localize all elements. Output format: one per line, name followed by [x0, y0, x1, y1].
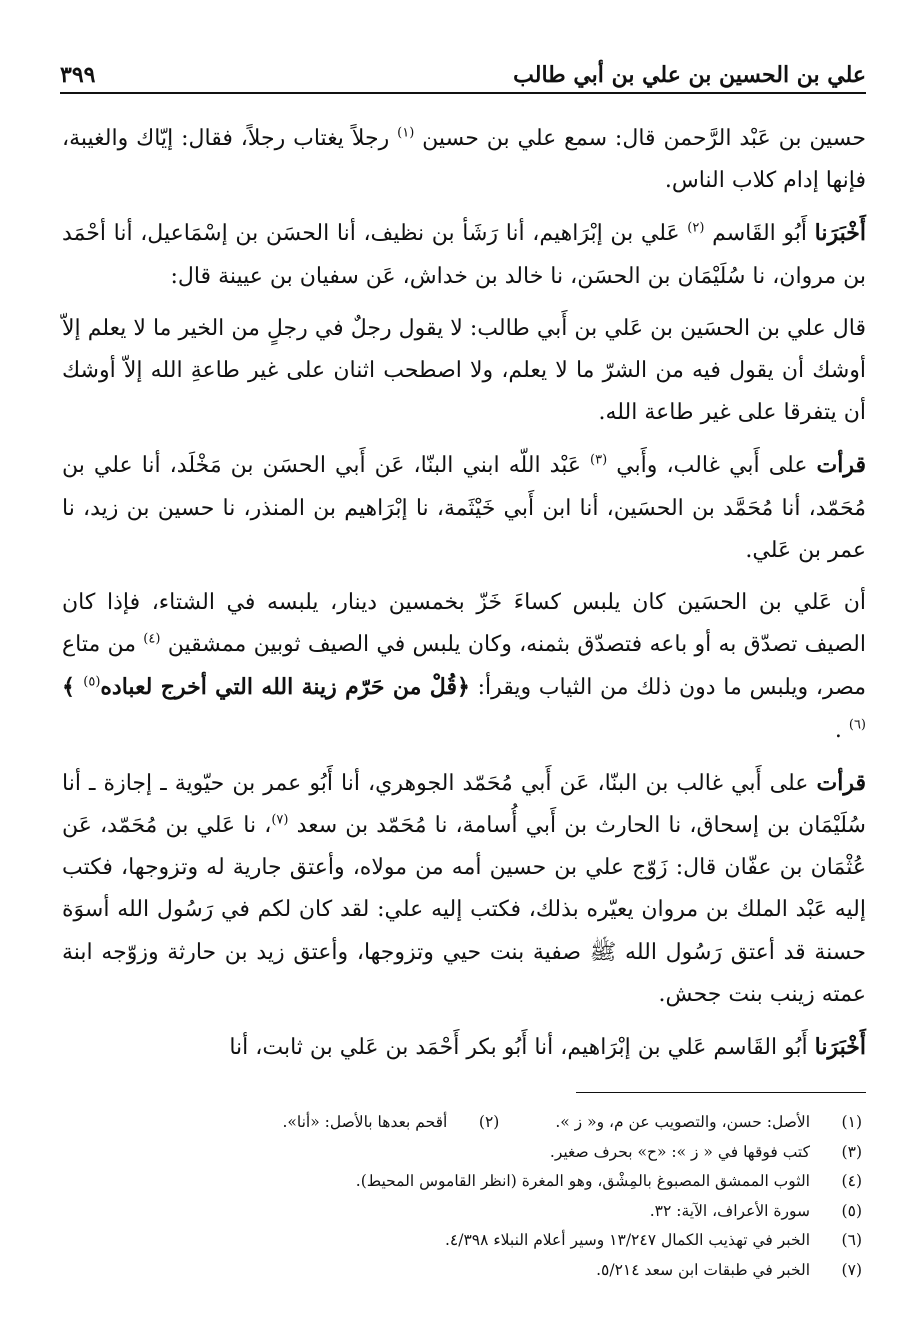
- footnote-text: سورة الأعراف، الآية: ٣٢.: [649, 1201, 810, 1220]
- footnote-row: [62, 1197, 862, 1227]
- paragraph-text: .: [834, 717, 849, 743]
- page-header: [60, 52, 866, 94]
- footnote-row: [62, 1108, 862, 1138]
- footnote-row: [62, 1226, 862, 1256]
- footnote-marker: (٢): [687, 221, 705, 237]
- footnote-text: أقحم بعدها بالأصل: «أنا».: [282, 1113, 448, 1131]
- paragraph-lead-word: أَخْبَرَنا: [814, 220, 866, 247]
- paragraph-text: عَلي بن إبْرَاهيم، أنا رَشَأ بن نظيف، أنا الحسَن بن إسْمَاعيل، أنا أحْمَد بن مروان، نا سُلَيْمَان بن الحسَن، نا خالد بن خداش، عَن سفيان بن عيينة قال:: [62, 221, 866, 289]
- quran-quote: ﴾: [62, 674, 84, 701]
- paragraph-text: رجلاً يغتاب رجلاً، فقال: إيّاك والغيبة، فإنها إدام كلاب الناس.: [62, 126, 866, 194]
- footnote-number: (٤): [841, 1172, 862, 1190]
- page-number: ٣٩٩: [60, 62, 96, 88]
- footnote-marker: (٣): [590, 453, 608, 469]
- paragraph: [62, 762, 866, 1016]
- footnote-row: [62, 1138, 862, 1168]
- paragraph: [62, 1026, 866, 1069]
- footnote-row: [62, 1256, 862, 1286]
- footnote-number: (٣): [841, 1142, 862, 1161]
- footnote-marker: (١): [397, 125, 415, 141]
- paragraph-text: أَبُو القَاسم عَلي بن إبْرَاهيم، أنا أَبُو بكر أَحْمَد بن عَلي بن ثابت، أنا: [229, 1035, 815, 1061]
- footnote-marker: (٥): [83, 675, 101, 691]
- footnotes: [62, 1108, 862, 1285]
- paragraph-lead-word: أَخْبَرَنا: [814, 1034, 866, 1061]
- paragraph: [62, 308, 866, 435]
- paragraph-text: على أَبي غالب، وأَبي: [607, 453, 817, 479]
- footnote-text: الخبر في تهذيب الكمال ١٣/٢٤٧ وسير أعلام النبلاء ٤/٣٩٨.: [444, 1231, 810, 1249]
- footnote-number: (٢): [478, 1113, 500, 1131]
- paragraph-text: أن عَلي بن الحسَين كان يلبس كساءَ خَزّ بخمسين دينار، يلبسه في الشتاء، فإذا كان الصيف تصدّق به أو باعه فتصدّق بثمنه، وكان يلبس في الصيف ثوبين ممشقين: [62, 590, 866, 658]
- footnote-marker: (٧): [271, 812, 289, 828]
- running-title: علي بن الحسين بن علي بن أبي طالب: [513, 62, 866, 88]
- paragraph: [62, 212, 866, 297]
- paragraph-text: قال علي بن الحسَين بن عَلي بن أَبي طالب: لا يقول رجلٌ في رجلٍ من الخير ما لا يعلم إلاّ أوشك أن يقول فيه من الشرّ ما لا يعلم، ولا اصطحب اثنان على غير طاعةِ الله إلاّ أوشك أن يتفرقا على غير طاعة الله.: [62, 315, 866, 426]
- quran-quote: ﴿قُلْ من حَرّم زينة الله التي أخرج لعباده: [100, 674, 470, 701]
- paragraph-text: أَبُو القَاسم: [704, 221, 815, 247]
- paragraph-text: من متاع مصر، ويلبس ما دون ذلك من الثياب ويقرأ:: [62, 632, 866, 701]
- footnote-marker: (٤): [143, 631, 161, 647]
- paragraph: [62, 444, 866, 572]
- paragraph: [62, 582, 866, 752]
- paragraph: [62, 118, 866, 202]
- paragraph-text: ، نا عَلي بن مُحَمّد، عَن عُثْمَان بن عفّان قال: زَوّج علي بن حسين أمه من مولاه، وأعتق جارية له وتزوجها، فكتب إليه عَبْد الملك بن مروان يعيّره بذلك، فكتب إليه علي: لقد كان لكم في رَسُول الله أسوَة حسنة قد أعتق رَسُول الله ﷺ صفية بنت حيي وتزوجها، وأعتق زيد بن حارثة وزوّجه ابنة عمته زينب بنت جحش.: [62, 813, 866, 1007]
- footnote-divider: [576, 1092, 866, 1093]
- paragraph-text: حسين بن عَبْد الرَّحمن قال: سمع علي بن حسين: [414, 126, 867, 151]
- footnote-row: [62, 1167, 862, 1197]
- footnote-text: الثوب الممشق المصبوغ بالمِشْق، وهو المغرة (انظر القاموس المحيط).: [355, 1172, 810, 1190]
- footnote-number: (٥): [841, 1201, 862, 1220]
- footnote-marker: (٦): [848, 717, 866, 733]
- footnote-number: (٦): [841, 1231, 862, 1249]
- footnote-number: (٧): [841, 1260, 862, 1279]
- footnote-text: الخبر في طبقات ابن سعد ٥/٢١٤.: [596, 1260, 810, 1279]
- paragraph-lead-word: قرأت: [816, 769, 866, 796]
- footnote-number: (١): [841, 1113, 862, 1131]
- body-text: [62, 118, 866, 1069]
- footnote-text: الأصل: حسن، والتصويب عن م، و« ز ».: [555, 1113, 810, 1131]
- paragraph-text: عَبْد اللّه ابني البنّا، عَن أَبي الحسَن بن مَخْلَد، أنا علي بن مُحَمّد، أنا مُحَمَّد بن الحسَين، أنا ابن أَبي خَيْثَمة، نا إبْرَاهيم بن المنذر، نا حسين بن زيد، نا عمر بن عَلي.: [62, 453, 866, 563]
- footnote-text: كتب فوقها في « ز »: «ح» بحرف صغير.: [549, 1142, 810, 1161]
- paragraph-text: على أَبي غالب بن البنّا، عَن أَبي مُحَمّد الجوهري، أنا أَبُو عمر بن حيّوية ـ إجازة ـ أنا سُلَيْمَان بن إسحاق، نا الحارث بن أَبي أُسامة، نا مُحَمّد بن سعد: [62, 770, 866, 839]
- paragraph-lead-word: قرأت: [816, 452, 866, 479]
